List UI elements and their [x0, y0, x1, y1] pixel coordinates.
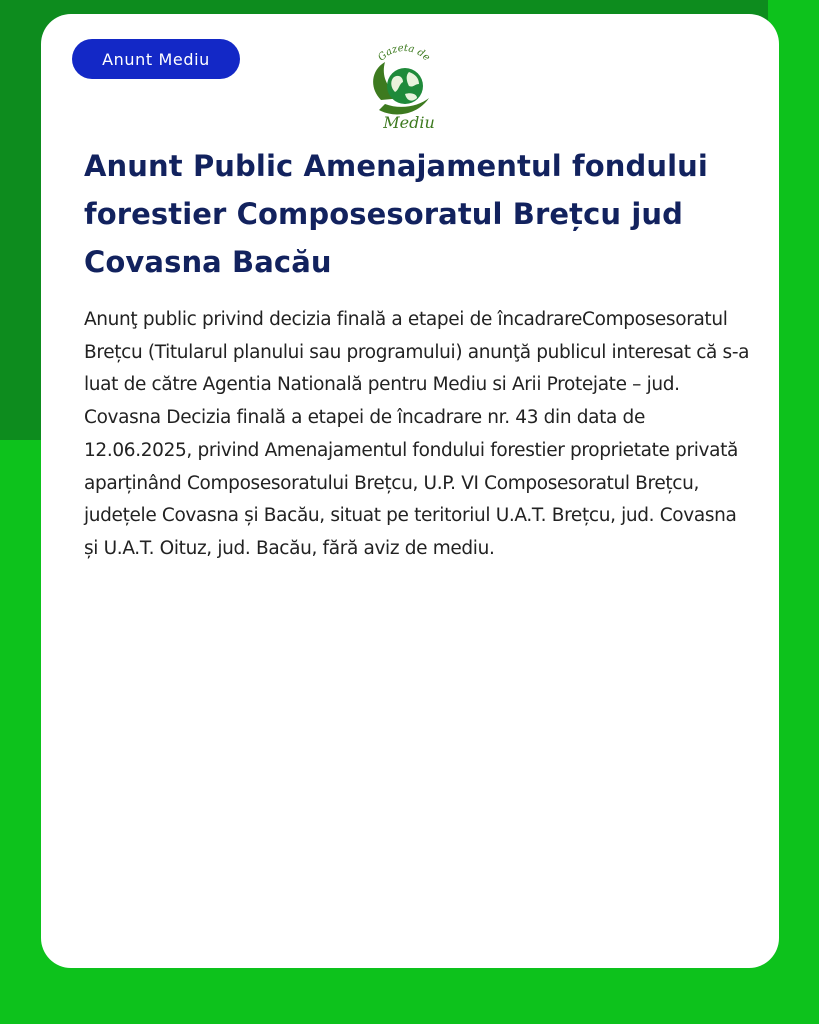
globe-leaf-icon — [387, 68, 423, 104]
article-title: Anunt Public Amenajamentul fondului forestier Composesoratul Brețcu jud Covasna Bacău — [84, 149, 708, 279]
logo-bottom-text: Mediu — [383, 113, 435, 132]
article-body: Anunţ public privind decizia finală a etapei de încadrareComposesoratul Brețcu (Titularul planului sau programului) anunţă publicul interesat că s-a luat de către Agentia Natională pentru Mediu si Arii Protejate – jud. Covasna Decizia finală a etapei de încadrare nr. 43 din data de 12.06.2025, privind Amenajamentul fondului forestier proprietate privată aparținând Composesoratului Brețcu, U.P. VI Composesoratul Brețcu, județele Covasna și Bacău, situat pe teritoriul U.A.T. Brețcu, jud. Covasna și U.A.T. Oituz, jud. Bacău, fără aviz de mediu. — [84, 309, 750, 559]
category-badge-label: Anunt Mediu — [102, 49, 210, 69]
announcement-card — [41, 14, 779, 968]
logo-top-text: Gazeta de — [376, 42, 432, 64]
svg-text:Gazeta de — [376, 43, 432, 64]
gazeta-de-mediu-logo — [359, 40, 449, 132]
category-badge[interactable] — [72, 39, 240, 79]
